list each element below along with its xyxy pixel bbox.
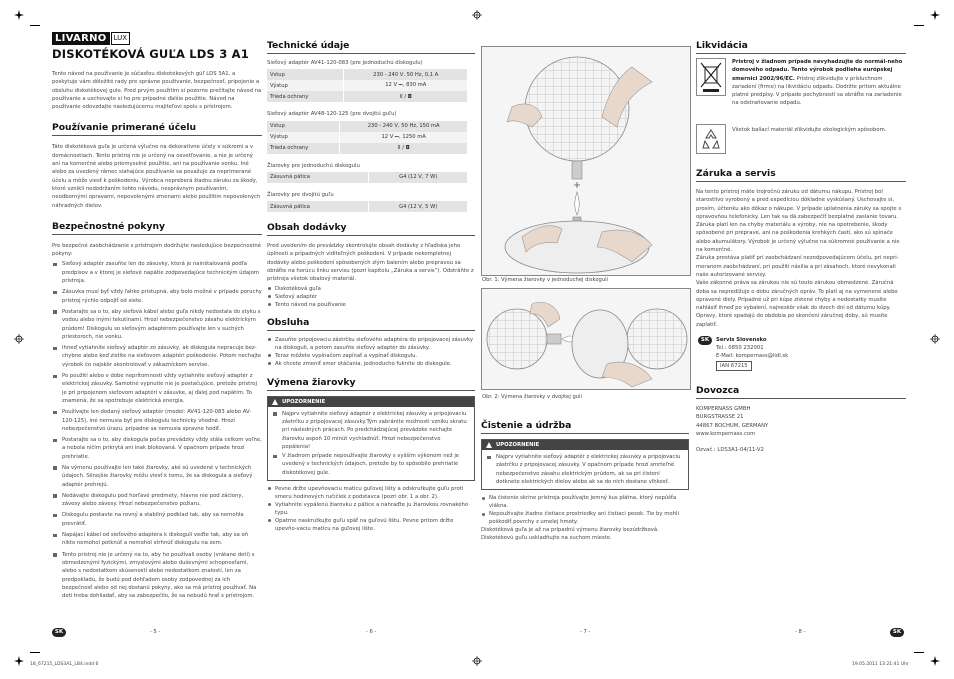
- recycle-icon: [697, 125, 725, 153]
- registration-mark-icon: [930, 656, 940, 666]
- list-item: Sieťový adaptér: [267, 293, 475, 301]
- brand-logo: [52, 32, 262, 45]
- bulb2-table: [267, 201, 467, 212]
- page-number-5: - 5 -: [150, 629, 161, 635]
- table-cell: Trieda ochrany: [267, 91, 344, 102]
- recycle-text: Všetok balíací materiál zlikvidujte ekologickým spôsobom.: [732, 127, 887, 133]
- warning-list: [486, 453, 684, 486]
- list-item: Postarajte sa o to, aby sieťová kábel alebo guľa nikdy nedostala do styku s vodou alebo inými tekutinami. Hrozí nebezpečenstvo zásahu elektrickým prúdom! Diskogulu so sieťovým adaptérom používajte len v suchých priestoroch, nie vonku.: [52, 308, 262, 341]
- table-cell: II / ◘: [340, 143, 467, 154]
- section-heading-bulb-change: Výmena žiarovky: [267, 377, 475, 391]
- figure-1: [481, 46, 691, 276]
- warranty-text-2: Záruka prestáva platiť pri zaobchádzaní nezodpovedajúcom účelu, pri nepri-meranom zaobchádzaní, pri použití násilia a pri zásahoch, ktoré nevykonali naše autorizované servisy.: [696, 255, 899, 278]
- table-cell: 230 - 240 V, 50 Hz, 150 mA: [340, 121, 467, 132]
- table-cell: G4 (12 V, 7 W): [369, 172, 467, 183]
- warning-header: [268, 397, 474, 407]
- registration-mark-icon: [930, 334, 940, 344]
- table-cell: 12 V ⎓, 1250 mA: [340, 132, 467, 143]
- page-number-8: - 8 -: [795, 629, 806, 635]
- importer-website: www.kompernass.com: [696, 430, 756, 437]
- recycle-box: [696, 124, 726, 154]
- cleaning-text: Diskotéková guľa je až na prípadnú výmenu žiarovky bezúdržbová. Diskotékovú guľu uskladňujte na suchom mieste.: [481, 527, 659, 542]
- list-item: Postarajte sa o to, aby diskogula počas prevádzky vždy stála celkom voľne, a nebola ničím prikrytá ani inak blokovaná. V opačnom prípade hrozí prehriatie.: [52, 436, 262, 461]
- intended-use-text: Táto diskotéková guľa je určená výlučne na dekoratívne účely v súkromí a v domácnostiach. Tento prístroj nie je určený na osvetľovanie, a nie je určený ani na komerčné alebo priemyselné použitie, ani na používanie vonku. Iné alebo za uvedený rámec siahajúce používanie sa považuje za neprimerané účelu a môže viesť k poškodeniu. Výrobca nepreberá žiadnu záruku za škody, ktoré vznikli nedodržaním tohto návodu, nesprávnym používaním, neodbornými opravami, nepovolenými zmenami alebo použitím nepovolených náhradných dielov.: [52, 144, 261, 209]
- table-cell: 12 V ⎓, 830 mA: [344, 80, 467, 91]
- service-tel: Tel.: 0850 232001: [716, 345, 764, 352]
- table-cell: 230 - 240 V, 50 Hz, 0,1 A: [344, 69, 467, 80]
- table-row: [267, 80, 467, 91]
- table-row: [267, 172, 467, 183]
- importer-line: 44867 BOCHUM, GERMANY: [696, 422, 769, 429]
- figure-1-caption: Obr. 1: Výmena žiarovky v jednoduchej diskoguli: [482, 277, 609, 283]
- list-item: Pevne držte upevňovaciu maticu guľovej lišty a odskrutkujte guľu proti smeru hodinových ručičiek z podstavca (pozri obr. 1 a obr. 2).: [267, 485, 475, 501]
- table-cell: Zásuvná pätica: [267, 201, 369, 212]
- warranty-text-1: Na tento prístroj máte trojročnú záruku od dátumu nákupu. Prístroj bol starostlivo vyrobený a pred expedíciou dôkladne vyskúšaný. Uschovajte si, prosím, účtenku ako dôkaz o nákupe. V prípade uplatnenia záruky sa spojte s opravovňou telefonicky. Len tak sa dá zabezpečiť bezplatné zaslanie tovaru. Záruka platí len na chyby materiálu a výroby, nie na opotrebenie, škody spôsobené pri preprave, ani na poškodenia krehkých častí, ako sú spínače alebo akumulátory. Výrobok je určený výlučne na súkromné používanie a nie na komerčné.: [696, 189, 902, 254]
- importer-line: BURGSTRASSE 21: [696, 414, 744, 421]
- warning-title: UPOZORNENIE: [496, 442, 540, 448]
- print-date: 19.05.2011 13:21:41 Uhr: [852, 662, 909, 667]
- table-row: [267, 69, 467, 80]
- adapter2-title: Sieťový adaptér AV48-120-125 (pre dvojitú guľu): [267, 111, 397, 118]
- document-stand: Ozvač.: LDS3A1-04/11-V2: [696, 447, 764, 454]
- logo-brand: LIVARNO: [52, 32, 110, 45]
- table-row: [267, 201, 467, 212]
- registration-mark-icon: [14, 10, 24, 20]
- list-item: Vytiahnite vypálenú žiarovku z pätice a nahraďte ju žiarovkou rovnakého typu.: [267, 501, 475, 517]
- registration-mark-icon: [14, 334, 24, 344]
- section-heading-contents: Obsah dodávky: [267, 222, 475, 236]
- warning-box: [267, 396, 475, 481]
- disposal-text: Prístroj zlikvidujte v prísluchnom zariadení (firme) na likvidáciu odpadu. Dodržte pritom aktuálne platné predpisy. V prípade pochybností sa obráťte na zariadenie na odstraňovanie odpadu.: [732, 75, 902, 107]
- list-item: Zasuňte pripojovaciu zástrčku sieťového adaptéra do pripojovacej zásuvky na diskoguli, a potom zasuňte sieťový adaptér do zásuvky.: [267, 336, 475, 352]
- importer-line: KOMPERNASS GMBH: [696, 406, 751, 413]
- section-heading-warranty: Záruka a servis: [696, 168, 906, 182]
- table-cell: Vstup: [267, 69, 344, 80]
- list-item: Nepoužívajte žiadne čistiace prostriedky ani čistiaci pesok. Tie by mohli poškodiť povrchy z umelej hmoty.: [481, 510, 689, 526]
- safety-list: [52, 260, 262, 600]
- list-item: Ihneď vytiahnite sieťový adaptér zo zásuvky, ak diskogula nepracuje bez-chybne alebo keď zistíte na sieťovom adaptéri poškodenie. Potom nechajte výrobok čo najskôr skontrolovať v zákazníckom servise.: [52, 344, 262, 369]
- registration-mark-icon: [14, 656, 24, 666]
- contents-text: Pred uvedením do prevádzky skontrolujte obsah dodávky z hľadiska jeho úplnosti a prípadných viditeľných poškodení. V prípade nekompletnej dodávky alebo poškodení spôsobených zlým balením alebo prepravou sa obráťte na horúcu linku servisu (pozri kapitolu „Záruka a servis“). Odstráňte z prístroja všetok obalový materiál.: [267, 243, 474, 283]
- country-badge-left: SK: [52, 628, 66, 637]
- section-heading-importer: Dovozca: [696, 385, 906, 399]
- page-title: DISKOTÉKOVÁ GUĽA LDS 3 A1: [52, 47, 249, 61]
- section-heading-disposal: Likvidácia: [696, 40, 906, 54]
- column-page-8: [696, 40, 906, 455]
- column-page-7: [481, 420, 689, 543]
- figure-2: [481, 288, 691, 390]
- adapter1-table: [267, 69, 467, 102]
- list-item: Nedávajte diskogulu pod horľavé predmety, hlavne nie pod záclony, závesy alebo závesy. Hrozí nebezpečenstvo požiaru.: [52, 492, 262, 509]
- registration-mark-icon: [472, 656, 482, 666]
- bulb-change-steps: [267, 485, 475, 533]
- warning-icon: [272, 399, 278, 405]
- country-badge-right: SK: [890, 628, 904, 637]
- adapter1-title: Sieťový adaptér AV41-120-083 (pre jednoduchú diskogulu): [267, 60, 423, 66]
- registration-mark-icon: [472, 10, 482, 20]
- section-heading-tech: Technické údaje: [267, 40, 475, 54]
- list-item: Teraz môžete vypínačom zapínať a vypínať diskogulu.: [267, 352, 475, 360]
- logo-sub: LUX: [111, 32, 130, 45]
- table-row: [267, 132, 467, 143]
- warning-list: [272, 410, 470, 477]
- table-row: [267, 91, 467, 102]
- page-number-7: - 7 -: [580, 629, 591, 635]
- section-heading-intended-use: Používanie primerané účelu: [52, 122, 262, 136]
- disposal-bold-text: Pristroj v žiadnom prípade nevyhadzujte do normál-neho domového odpadu. Tento výrobok podlieha európskej smernici 2002/96/EC.: [732, 59, 903, 82]
- list-item: Používajte len dodaný sieťový adaptér (model: AV41-120-083 alebo AV-120-125), iné nemusia byť pre diskogulu technicky vhodné. Hrozí nebezpečenstvo úrazu, prípadne sa nemusia spravne hodiť.: [52, 408, 262, 433]
- intro-text: Tento návod na používanie je súčasťou diskotékových gúľ LDS 3A1, a poskytuje vám dôležité rady pre správne používanie, bezpečnosť, pripojenie a obsluhu diskotékovej gule. Pred prvým použitím si pozorne prečítajte návod na používanie a uschovajte si ho pre prípadné ďalšie použitie. Návod na používanie odovzdajte nasledujúcemu majiteľovi spolu s prístrojom.: [52, 71, 262, 111]
- list-item: Najprv vytiahnite sieťový adaptér z elektrickej zásuvky a pripojovaciu zástrčku z pripojovacej zásuvky.Tým zabránite možnosti vzniku skratu pri následných prácach. Po predchádzajúcej prevádzke nechajte žiarovku aspoň 10 minút vychladnúť. Hrozí nebezpečenstvo popálenia!: [272, 410, 470, 451]
- contents-list: [267, 285, 475, 309]
- table-cell: Vstup: [267, 121, 340, 132]
- disco-ball-illustration: [482, 47, 690, 275]
- service-name: Servis Slovensko: [716, 337, 767, 344]
- section-heading-safety: Bezpečnostné pokyny: [52, 221, 262, 235]
- column-page-6: [267, 40, 475, 533]
- section-heading-cleaning: Čistenie a údržba: [481, 420, 689, 434]
- list-item: Zásuvka musí byť vždy ľahko prístupná, aby bolo možné v prípade poruchy prístroj rýchlo odpojiť od siete.: [52, 288, 262, 305]
- table-row: [267, 121, 467, 132]
- table-cell: Výstup: [267, 80, 344, 91]
- column-page-5: [52, 32, 262, 603]
- table-row: [267, 143, 467, 154]
- table-cell: Trieda ochrany: [267, 143, 340, 154]
- table-cell: G4 (12 V, 5 W): [369, 201, 467, 212]
- country-badge: SK: [698, 336, 712, 345]
- registration-mark-icon: [930, 10, 940, 20]
- list-item: Tento návod na používanie: [267, 301, 475, 309]
- crop-mark: [30, 652, 40, 653]
- list-item: Ak chcete zmeniť smer otáčania, jednoducho fuknite do diskogule.: [267, 360, 475, 368]
- table-cell: II / ◘: [344, 91, 467, 102]
- list-item: Diskotéková guľa: [267, 285, 475, 293]
- list-item: Tento prístroj nie je určený na to, aby ho používali osoby (vrátane detí) s obmedzenými fyzickými, zmyslovými alebo duševnými schopnosťami, alebo s nedostatkom skúseností alebo nedostatkom znalostí, len za predpokladu, že budú pod dohľadom osoby zodpovednej za ich bezpečnosť alebo od nej dostanú pokyny, ako sa má prístroj používať. Na deti treba dohliadať, aby sa zabezpečilo, že sa nebudú hrať s prístrojom.: [52, 551, 262, 601]
- list-item: Po použití alebo v dobe neprítomnosti vždy vytiahnite sieťový adaptér z elektrickej zásuvky. Samotné vypnutie nie je postačujúce, pretože prístroj je pri pripojenom sieťovom adaptéri v zásuvke, aj ďalej pod napätím. To znamená, že sa spotrebuje elektrická energia.: [52, 372, 262, 405]
- list-item: Sieťový adaptér zasuňte len do zásuvky, ktorá je nainštalovaná podľa predpisov a v ktorej je sieťové napätie zodpovedajúce technickým údajom prístroja.: [52, 260, 262, 285]
- safety-intro: Pre bezpečné zaobchádzanie s prístrojom dodržujte nasledujúce bezpečnostné pokyny:: [52, 242, 262, 258]
- list-item: Diskogulu postavte na rovný a stabilný podklad tak, aby sa nemohla prevrátiť.: [52, 511, 262, 528]
- bulb1-table: [267, 172, 467, 183]
- list-item: Na výmenu používajte len také žiarovky, aké sú uvedené v technických údajoch. Silnejšie žiarovky môžu viesť k tomu, že sa diskogula a sieťový adaptér prehrejú.: [52, 464, 262, 489]
- cleaning-list: [481, 494, 689, 526]
- ian-number: IAN 67215: [716, 361, 752, 371]
- list-item: V žiadnom prípade nepoužívajte žiarovky s vyšším výkonom než je uvedený v technických údajoch, pretože by to spôsobilo prehriatie diskotékovej gule.: [272, 452, 470, 477]
- page-number-6: - 6 -: [366, 629, 377, 635]
- warning-icon: [486, 442, 492, 448]
- double-ball-illustration: [482, 289, 690, 389]
- crop-mark: [914, 25, 924, 26]
- adapter2-table: [267, 121, 467, 154]
- warning-title: UPOZORNENIE: [282, 398, 326, 405]
- operation-list: [267, 336, 475, 368]
- list-item: Na čistenie skrine prístroja používajte jemný kus plátna, ktorý nepúšťa vlákna.: [481, 494, 689, 510]
- weee-box: [696, 58, 726, 96]
- bulb2-title: Žiarovky pre dvojitú guľu: [267, 191, 334, 198]
- warranty-text-3: Vaše zákonné práva sa zárukou nie sú touto zárukou obmedzené. Záručná doba sa nepredlžuje o dobu záručných opráv. To platí aj na vymenené alebo opravené diely. Prípadné už pri kúpe zistené chyby a nedostatky musíte nahlásiť ihneď po vybalení, najneskôr však do dvoch dní od dátumu kúpy. Opravy, ktoré spadajú do obdobia po skončení záručnej doby, sú musíte zaplatiť.: [696, 280, 898, 328]
- crop-mark: [914, 652, 924, 653]
- crop-mark: [30, 25, 40, 26]
- warning-header: [482, 440, 688, 450]
- warning-box: [481, 439, 689, 490]
- print-file-name: 18_67215_LDS3A1_LB4.indd 6: [30, 662, 99, 667]
- list-item: Najprv vytiahnite sieťový adaptér z elektrickej zásuvky a pripojovaciu zástrčku z pripojovacej zásuvky. V opačnom prípade hrozí smrteľné nebezpečenstvo zásahu elektrickým prúdom, ak sa pri čistení dotknete elektrických dielov alebo ak sa do nich dostane vlhkosť.: [486, 453, 684, 486]
- crossed-bin-icon: [697, 59, 725, 95]
- list-item: Napájací kábel od sieťového adaptéra k diskoguli veďte tak, aby sa oň nikto nemohol potknúť a nemohol strhnúť diskogulu na zem.: [52, 531, 262, 548]
- service-email: E-Mail: kompernass@lidl.sk: [716, 353, 789, 360]
- section-heading-operation: Obsluha: [267, 317, 475, 331]
- table-cell: Zásuvná pätica: [267, 172, 369, 183]
- table-cell: Výstup: [267, 132, 340, 143]
- bulb1-title: Žiarovky pre jednoduchú diskogulu: [267, 162, 360, 169]
- list-item: Opatrne naskrutkujte guľu späť na guľovú lištu. Pevne pritom držte upevňo-vaciu maticu na guľovej lište.: [267, 517, 475, 533]
- figure-2-caption: Obr. 2: Výmena žiarovky v dvojitej guli: [482, 394, 582, 400]
